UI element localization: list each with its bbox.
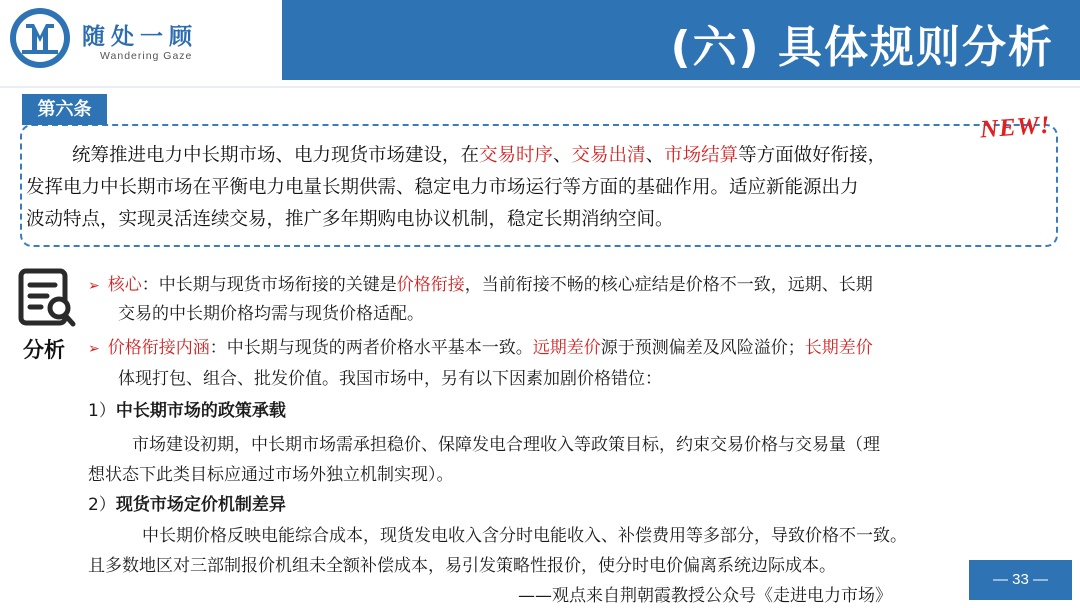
article-text-part: 统筹推进电力中长期市场、电力现货市场建设，在 [72, 145, 480, 166]
section-1-line-1: 市场建设初期，中长期市场需承担稳价、保障发电合理收入等政策目标，约束交易价格与交易量（理 [132, 435, 880, 455]
section-2-line-1: 中长期价格反映电能综合成本，现货发电收入含分时电能收入、补偿费用等多部分，导致价格不一致。 [142, 526, 907, 546]
bullet-text: ，当前衔接不畅的核心症结是价格不一致，远期、长期 [464, 275, 873, 295]
divider [0, 86, 1080, 88]
article-line-3: 波动特点，实现灵活连续交易，推广多年期购电协议机制，稳定长期消纳空间。 [26, 209, 674, 230]
bullet-arrow-icon: ➢ [88, 341, 100, 357]
document-search-icon [17, 268, 77, 330]
bullet-core-line-2: 交易的中长期价格均需与现货价格适配。 [118, 304, 424, 324]
bullet-price-link [88, 333, 873, 358]
logo [8, 6, 72, 70]
section-1-line-2: 想状态下此类目标应通过市场外独立机制实现）。 [88, 465, 454, 485]
highlight-price-link: 价格衔接 [396, 275, 465, 295]
highlight-trading-sequence: 交易时序 [479, 145, 554, 166]
page-number: — 33 — [969, 560, 1072, 600]
article-text-part: 等方面做好衔接， [738, 145, 887, 166]
bullet-key: 价格衔接内涵 [107, 338, 210, 358]
highlight-long-term-spread: 长期差价 [804, 338, 873, 358]
source-citation: ——观点来自荆朝霞教授公众号《走进电力市场》 [518, 586, 892, 606]
brand-subtitle: Wandering Gaze [100, 50, 193, 62]
new-badge: NEW! [979, 111, 1052, 144]
bullet-price-link-line-2: 体现打包、组合、批发价值。我国市场中，另有以下因素加剧价格错位： [118, 369, 662, 389]
brand-name: 随处一顾 [82, 24, 198, 50]
bullet-text: ：中长期与现货的两者价格水平基本一致。 [209, 338, 533, 358]
section-number: 2） [88, 495, 116, 515]
section-title: 中长期市场的政策承载 [115, 401, 286, 421]
bullet-core [88, 270, 873, 295]
bullet-text: 源于预测偏差及风险溢价； [600, 338, 805, 358]
section-title: 现货市场定价机制差异 [115, 495, 286, 515]
bullet-key: 核心 [107, 275, 142, 295]
bullet-arrow-icon: ➢ [88, 278, 100, 294]
section-1-heading [88, 396, 286, 421]
section-2-line-2: 且多数地区对三部制报价机组未全额补偿成本，易引发策略性报价，使分时电价偏离系统边际成本。 [88, 556, 836, 576]
article-line-1 [26, 140, 1056, 172]
section-2-heading [88, 490, 286, 515]
separator: 、 [553, 145, 572, 166]
analysis-label: 分析 [23, 338, 65, 362]
page-title: (六) 具体规则分析 [670, 22, 1054, 73]
article-tab: 第六条 [22, 94, 107, 125]
separator: 、 [645, 145, 665, 166]
highlight-forward-spread: 远期差价 [532, 338, 601, 358]
bullet-text: ：中长期与现货市场衔接的关键是 [141, 275, 397, 295]
highlight-market-settlement: 市场结算 [664, 145, 739, 166]
section-number: 1） [88, 401, 116, 421]
article-line-2: 发挥电力中长期市场在平衡电力电量长期供需、稳定电力市场运行等方面的基础作用。适应新能源出力 [26, 177, 859, 198]
title-bar [282, 0, 1080, 80]
article-text [26, 140, 1056, 236]
highlight-trading-clearing: 交易出清 [571, 145, 646, 166]
